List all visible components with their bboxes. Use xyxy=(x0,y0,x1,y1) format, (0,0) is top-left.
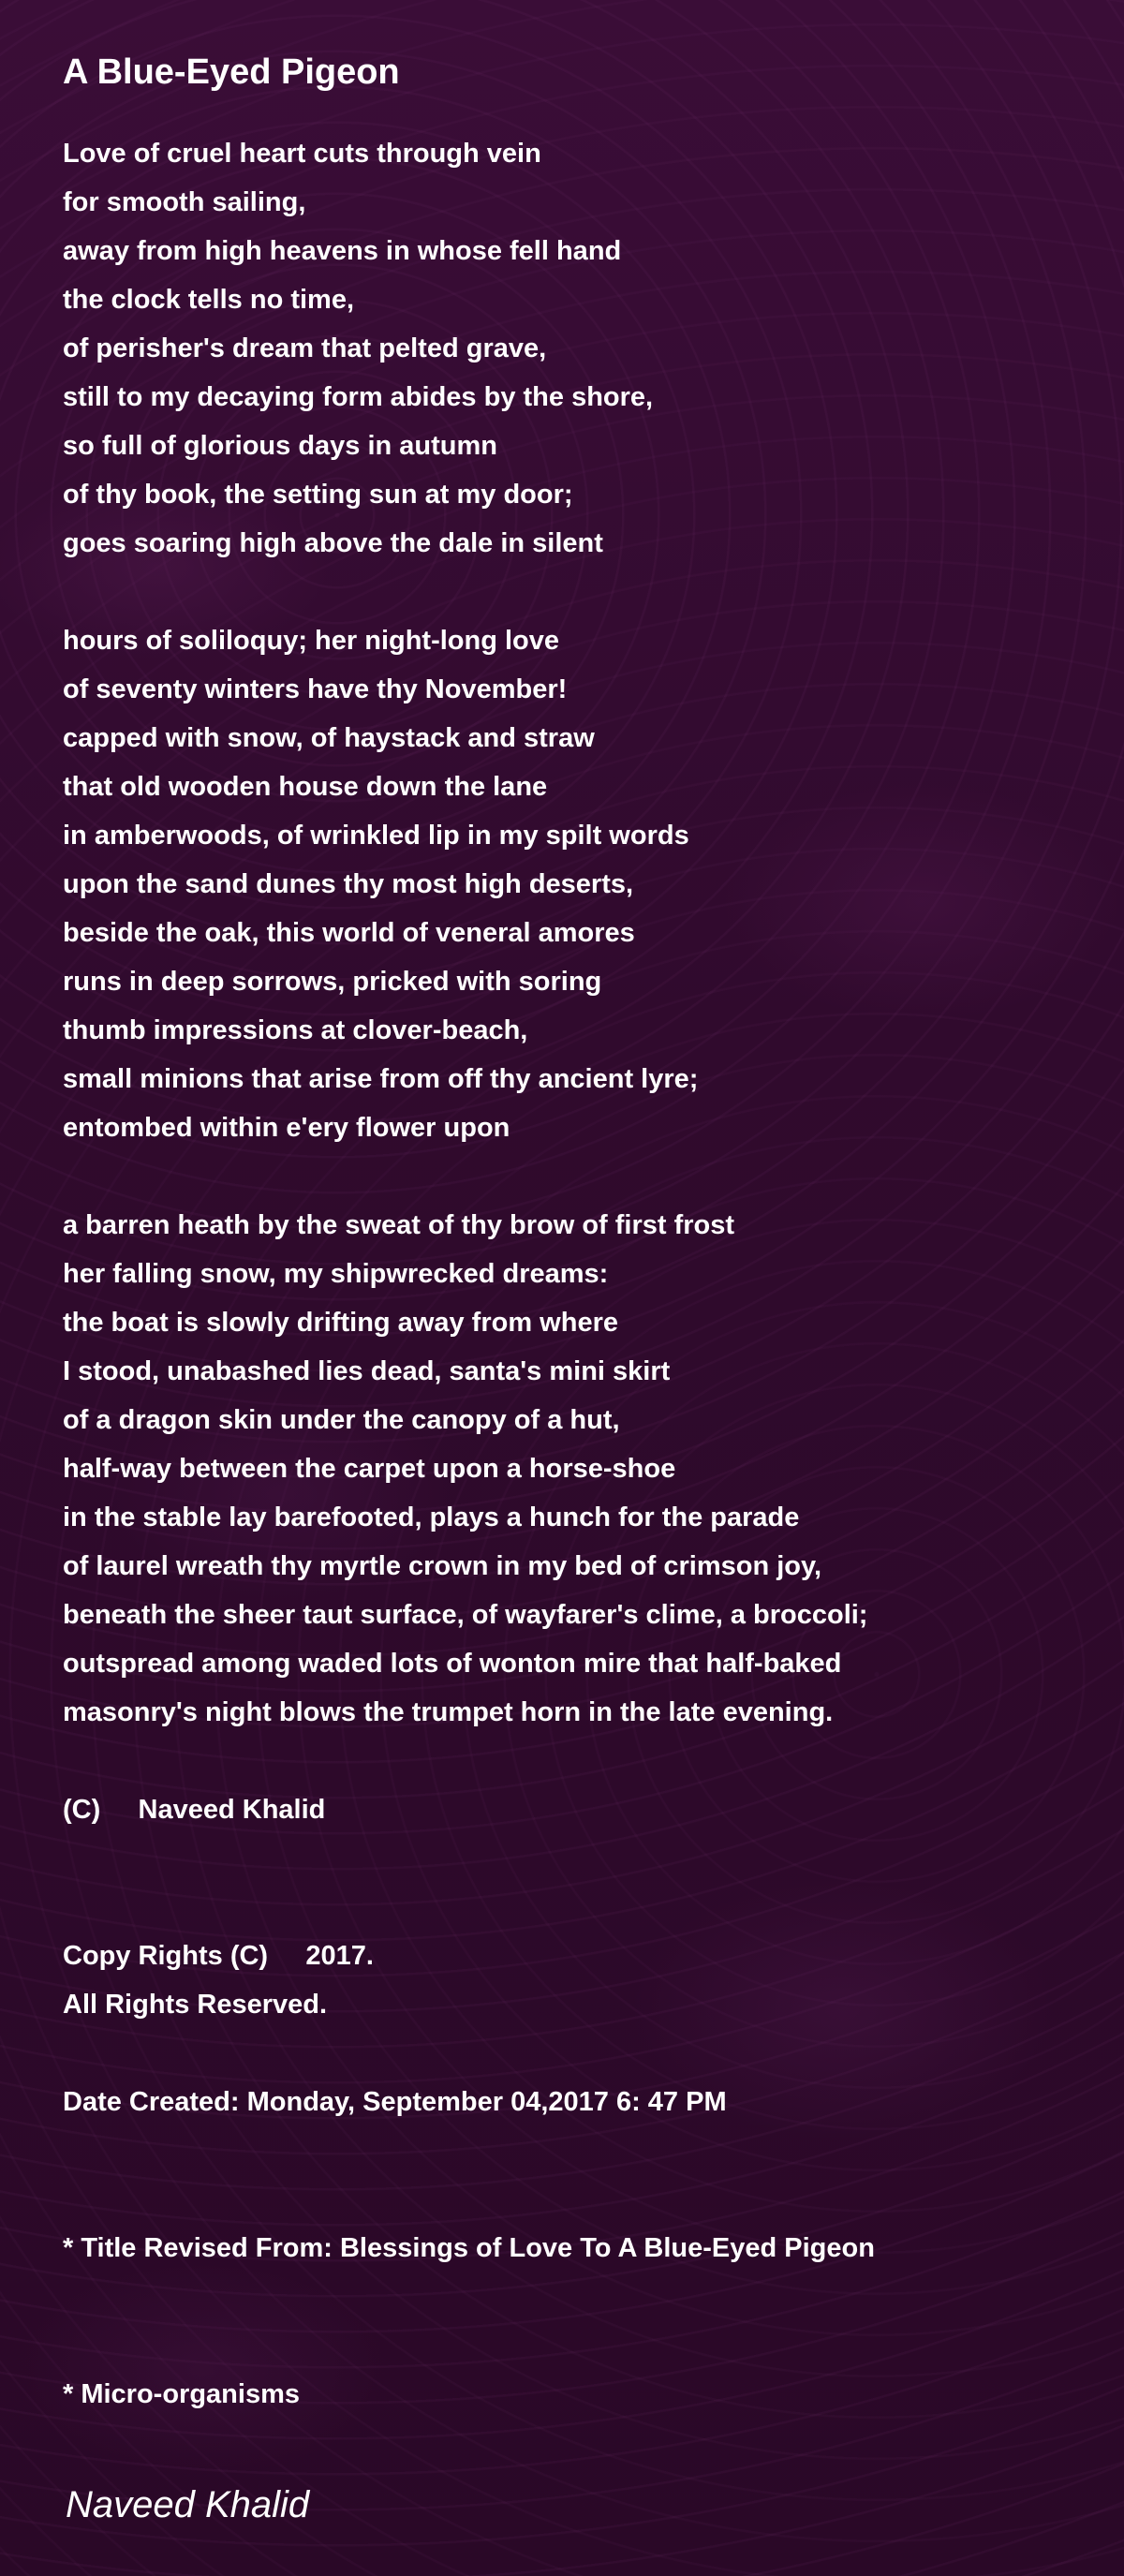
poem-card xyxy=(63,47,1074,2419)
poem-line: I stood, unabashed lies dead, santa's mini skirt xyxy=(63,1356,671,1386)
poem-line: Date Created: Monday, September 04,2017 6: 47 PM xyxy=(63,2087,727,2117)
stanza-spacer xyxy=(63,2175,1074,2224)
author-signature: Naveed Khalid xyxy=(66,2484,310,2525)
poem-line: All Rights Reserved. xyxy=(63,1990,328,2020)
poem-line: masonry's night blows the trumpet horn in the late evening. xyxy=(63,1697,834,1727)
poem-line: still to my decaying form abides by the shore, xyxy=(63,382,654,412)
stanza-spacer xyxy=(63,2321,1074,2370)
poem-line: that old wooden house down the lane xyxy=(63,772,548,802)
poem-line: beneath the sheer taut surface, of wayfarer's clime, a broccoli; xyxy=(63,1600,868,1630)
poem-line: (C) Naveed Khalid xyxy=(63,1795,326,1825)
stanza-spacer xyxy=(63,568,1074,616)
poem-line: of laurel wreath thy myrtle crown in my bed of crimson joy, xyxy=(63,1551,822,1581)
poem-line: thumb impressions at clover-beach, xyxy=(63,1015,528,1045)
poem-line: entombed within e'ery flower upon xyxy=(63,1113,510,1143)
poem-line: the boat is slowly drifting away from where xyxy=(63,1308,618,1338)
poem-line: of thy book, the setting sun at my door; xyxy=(63,480,573,510)
poem-line: for smooth sailing, xyxy=(63,187,306,217)
poem-line: goes soaring high above the dale in silent xyxy=(63,528,603,558)
poem-line: upon the sand dunes thy most high deserts, xyxy=(63,869,634,899)
poem-line: * Title Revised From: Blessings of Love To A Blue-Eyed Pigeon xyxy=(63,2233,875,2263)
poem-line: in the stable lay barefooted, plays a hunch for the parade xyxy=(63,1503,800,1532)
poem-line: outspread among waded lots of wonton mire that half-baked xyxy=(63,1649,842,1679)
poem-line: of perisher's dream that pelted grave, xyxy=(63,333,547,363)
stanza-spacer xyxy=(63,1834,1074,1883)
stanza-spacer xyxy=(63,2273,1074,2321)
poem-line: small minions that arise from off thy ancient lyre; xyxy=(63,1064,699,1094)
stanza-spacer xyxy=(63,2126,1074,2175)
poem-line: the clock tells no time, xyxy=(63,285,355,315)
poem-line: of a dragon skin under the canopy of a hut, xyxy=(63,1405,620,1435)
poem-line: in amberwoods, of wrinkled lip in my spilt words xyxy=(63,821,689,851)
poem-line: Copy Rights (C) 2017. xyxy=(63,1941,374,1971)
poem-line: runs in deep sorrows, pricked with soring xyxy=(63,967,602,997)
poem-line: Love of cruel heart cuts through vein xyxy=(63,139,541,169)
poem-line: a barren heath by the sweat of thy brow of first frost xyxy=(63,1210,735,1240)
poem-line: half-way between the carpet upon a horse-shoe xyxy=(63,1454,676,1484)
stanza-spacer xyxy=(63,1883,1074,1932)
poem-line: so full of glorious days in autumn xyxy=(63,431,498,461)
poem-body xyxy=(63,129,1074,2419)
poem-line: * Micro-organisms xyxy=(63,2379,300,2409)
stanza-spacer xyxy=(63,1152,1074,1201)
poem-line: her falling snow, my shipwrecked dreams: xyxy=(63,1259,609,1289)
poem-line: away from high heavens in whose fell hand xyxy=(63,236,622,266)
poem-line: of seventy winters have thy November! xyxy=(63,674,568,704)
stanza-spacer xyxy=(63,1737,1074,1785)
poem-line: beside the oak, this world of veneral amores xyxy=(63,918,635,948)
stanza-spacer xyxy=(63,2029,1074,2078)
poem-line: capped with snow, of haystack and straw xyxy=(63,723,595,753)
poem-line: hours of soliloquy; her night-long love xyxy=(63,626,560,656)
poem-title: A Blue-Eyed Pigeon xyxy=(63,52,400,92)
